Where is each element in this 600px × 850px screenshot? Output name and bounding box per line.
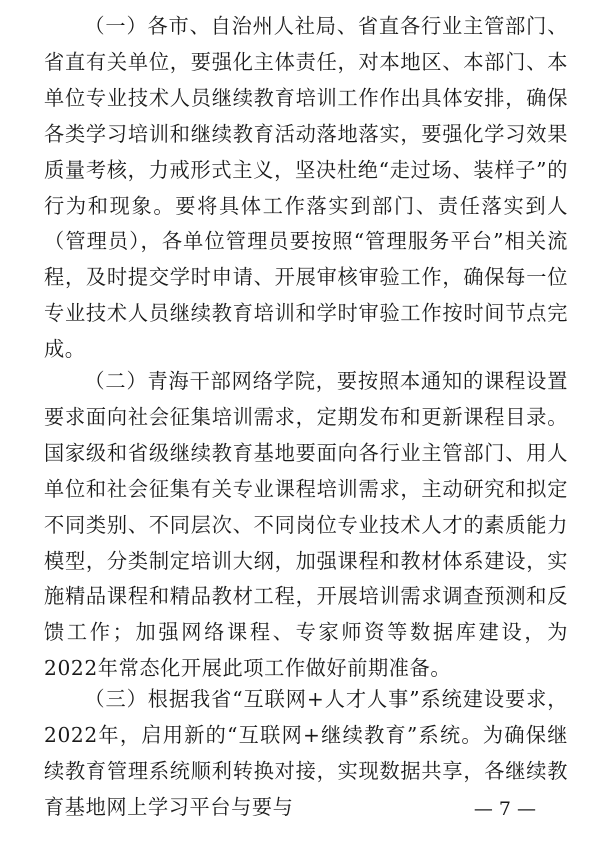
paragraph-2: （二）青海干部网络学院，要按照本通知的课程设置要求面向社会征集培训需求，定期发布和更新课程目录。国家级和省级继续教育基地要面向各行业主管部门、用人单位和社会征集有关专业课程培训需求，主动研究和拟定不同类别、不同层次、不同岗位专业技术人才的素质能力模型，分类制定培训大纲，加强课程和教材体系建设，实施精品课程和精品教材工程，开展培训需求调查预测和反馈工作；加强网络课程、专家师资等数据库建设，为2022年常态化开展此项工作做好前期准备。 [44, 369, 568, 681]
page-number: — 7 — [473, 798, 536, 820]
paragraph-1: （一）各市、自治州人社局、省直各行业主管部门、省直有关单位，要强化主体责任，对本地区、本部门、本单位专业技术人员继续教育培训工作作出具体安排，确保各类学习培训和继续教育活动落地落实，要强化学习效果质量考核，力戒形式主义，坚决杜绝“走过场、装样子”的行为和现象。要将具体工作落实到部门、责任落实到人（管理员），各单位管理员要按照“管理服务平台”相关流程，及时提交学时申请、开展审核审验工作，确保每一位专业技术人员继续教育培训和学时审验工作按时间节点完成。 [44, 14, 568, 362]
paragraph-3: （三）根据我省“互联网+人才人事”系统建设要求，2022年，启用新的“互联网+继续教育”系统。为确保继续教育管理系统顺利转换对接，实现数据共享，各继续教育基地网上学习平台与要与 [44, 687, 568, 819]
